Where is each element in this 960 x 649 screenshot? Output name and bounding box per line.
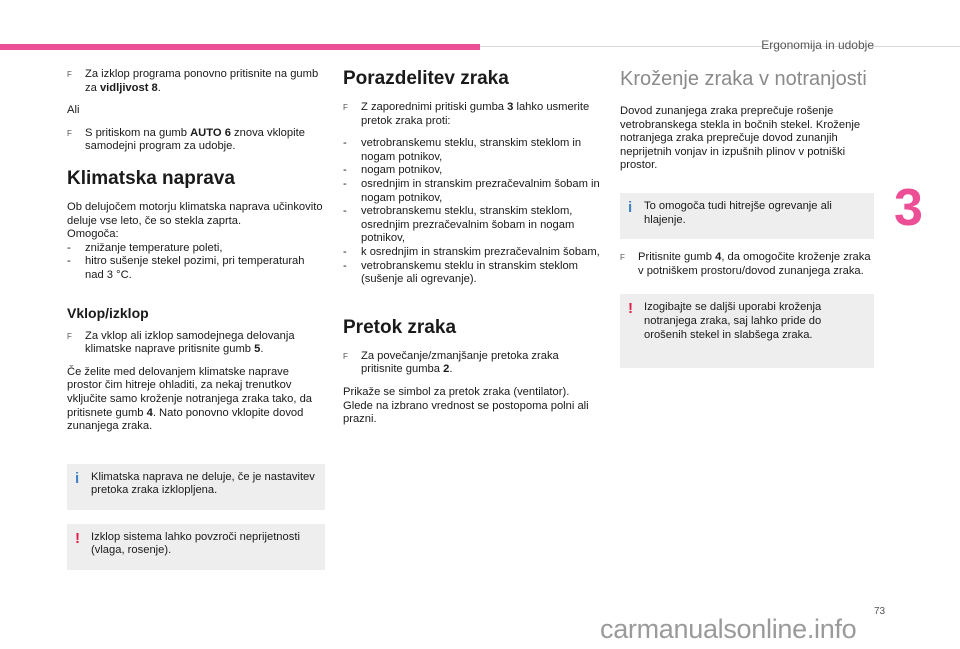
heading-pretok-zraka: Pretok zraka [343, 316, 457, 338]
column-middle [343, 68, 600, 436]
info-icon: i [628, 198, 633, 216]
bullet-item: F Za vklop ali izklop samodejnega delovanja klimatske naprave pritisnite gumb 5. [67, 329, 295, 356]
bullet-icon: F [67, 128, 72, 138]
list-item: - hitro sušenje stekel pozimi, pri temperaturah nad 3 °C. [67, 255, 305, 281]
bullet-item: F Za izklop programa ponovno pritisnite na gumb za vidljivost 8. [67, 68, 319, 94]
list-item: - vetrobranskemu steklu in stranskim steklom (sušenje ali ogrevanje). [343, 259, 578, 286]
list-item: - osrednjim in stranskim prezračevalnim šobam in nogam potnikov, [343, 177, 600, 204]
bullet-item: F Pritisnite gumb 4, da omogočite kroženje zraka v potniškem prostoru/dovod zunanjega zraka. [620, 251, 871, 277]
info-note: i Klimatska naprava ne deluje, če je nastavitev pretoka zraka izklopljena. [67, 464, 325, 510]
heading-krozenje-zraka: Kroženje zraka v notranjosti [620, 68, 867, 90]
paragraph: Ob delujočem motorju klimatska naprava učinkovito deluje vse leto, če so stekla zaprta. [67, 200, 323, 227]
section-title: Ergonomija in udobje [761, 38, 874, 52]
omogoca-label: Omogoča: [67, 228, 119, 241]
watermark-text: carmanualsonline.info [600, 614, 857, 644]
info-icon: i [75, 469, 80, 487]
heading-klimatska-naprava: Klimatska naprava [67, 167, 235, 189]
warning-note: ! Izogibajte se daljši uporabi kroženja notranjega zraka, saj lahko pride do orošenih stekel in slabšega zraka. [620, 294, 874, 368]
ali-text: Ali [67, 104, 80, 117]
bullet-icon: F [343, 103, 348, 112]
list-item: - k osrednjim in stranskim prezračevalnim šobam, [343, 245, 600, 258]
header-rule [480, 46, 960, 47]
bullet-icon: F [67, 331, 72, 341]
dash-list [67, 242, 325, 283]
list-item: - vetrobranskemu steklu, stranskim steklom, osrednjim prezračevalnim šobam in nogam potnikov, [343, 205, 575, 245]
chapter-number: 3 [894, 179, 923, 237]
list-item: - znižanje temperature poleti, [67, 241, 223, 254]
heading-porazdelitev-zraka: Porazdelitev zraka [343, 68, 509, 89]
warning-icon: ! [75, 529, 80, 547]
bullet-icon: F [343, 351, 348, 361]
warning-icon: ! [628, 300, 633, 318]
column-right [620, 68, 874, 368]
page-number: 73 [874, 606, 886, 617]
bullet-item: F Z zaporednimi pritiski gumba 3 lahko usmerite pretok zraka proti: [343, 101, 590, 127]
list-item: - nogam potnikov, [343, 164, 443, 177]
bullet-icon: F [67, 70, 72, 79]
info-note: i To omogoča tudi hitrejše ogrevanje ali hlajenje. [620, 193, 874, 239]
column-left [67, 68, 325, 570]
paragraph: Dovod zunanjega zraka preprečuje rošenje vetrobranskega stekla in bočnih stekel. Kroženje notranjega zraka preprečuje dovod zunanjih neprijetnih vonjav in izpušnih plinov v potniški prostor. [620, 105, 861, 172]
bullet-item: F Za povečanje/zmanjšanje pretoka zraka pritisnite gumba 2. [343, 349, 559, 376]
list-item: - vetrobranskemu steklu, stranskim steklom in nogam potnikov, [343, 137, 582, 163]
dash-list [343, 137, 600, 287]
bullet-item: F S pritiskom na gumb AUTO 6 znova vklopite samodejni program za udobje. [67, 126, 305, 153]
warning-note: ! Izklop sistema lahko povzroči neprijetnosti (vlaga, rosenje). [67, 524, 325, 570]
paragraph: Prikaže se simbol za pretok zraka (ventilator). Glede na izbrano vrednost se postopoma polni ali prazni. [343, 385, 589, 426]
bullet-icon: F [620, 253, 625, 263]
heading-vklop-izklop: Vklop/izklop [67, 304, 149, 321]
header-accent-bar [0, 44, 480, 50]
paragraph: Če želite med delovanjem klimatske naprave prostor čim hitreje ohladiti, za nekaj trenutkov vključite samo kroženje notranjega zraka tako, da pritisnete gumb 4. Nato ponovno vklopite dovod zunanjega zraka. [67, 365, 313, 433]
